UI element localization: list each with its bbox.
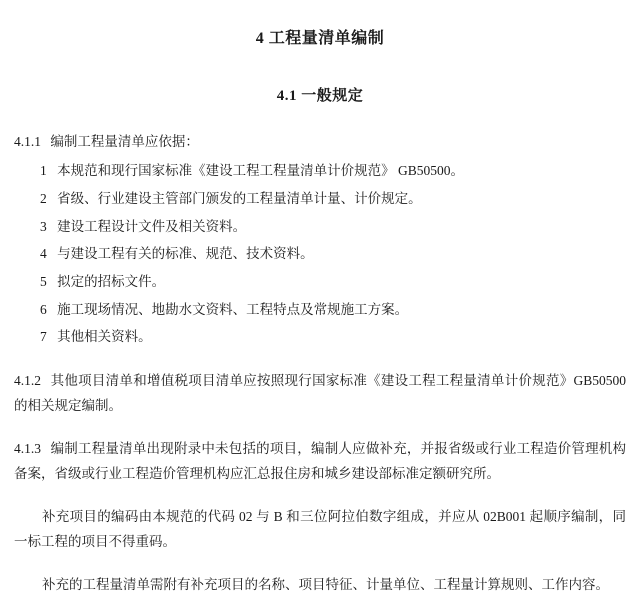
page-title: 4 工程量清单编制 [255,30,385,47]
clause-item-list [14,157,626,351]
list-item-text: 本规范和现行国家标准《建设工程工程量清单计价规范》 GB50500。 [57,163,465,179]
list-item-text: 建设工程设计文件及相关资料。 [57,218,247,234]
clause-4-1-3 [14,437,626,487]
list-item [14,268,626,296]
list-item [14,213,626,241]
clause-number: 4.1.1 [14,133,41,149]
section-title: 4.1 一般规定 [276,87,364,104]
list-item-text: 省级、行业建设主管部门颁发的工程量清单计量、计价规定。 [57,190,422,206]
list-item-text: 施工现场情况、地勘水文资料、工程特点及常规施工方案。 [57,301,409,317]
list-item-text: 其他相关资料。 [57,329,152,345]
clause-number: 4.1.3 [14,440,41,456]
list-item-number: 1 [40,163,47,179]
list-item [14,185,626,213]
clause-text: 编制工程量清单应依据： [50,133,199,149]
list-item [14,296,626,324]
list-item-number: 2 [40,190,47,206]
list-item-number: 5 [40,273,47,289]
list-item [14,157,626,185]
clause-text: 其他项目清单和增值税项目清单应按照现行国家标准《建设工程工程量清单计价规范》GB50500 的相关规定编制。 [14,372,626,413]
list-item-number: 3 [40,218,47,234]
paragraph-supplementary-attachments: 补充的工程量清单需附有补充项目的名称、项目特征、计量单位、工程量计算规则、工作内容。 [42,576,609,592]
list-item-text: 与建设工程有关的标准、规范、技术资料。 [57,246,314,262]
list-item-number: 4 [40,246,47,262]
list-item-number: 7 [40,329,47,345]
clause-4-1-2 [14,369,626,419]
clause-text: 编制工程量清单出现附录中未包括的项目，编制人应做补充，并报省级或行业工程造价管理机构备案，省级或行业工程造价管理机构应汇总报住房和城乡建设部标准定额研究所。 [14,440,627,481]
clause-number: 4.1.2 [14,372,41,388]
paragraph-supplementary-code: 补充项目的编码由本规范的代码 02 与 B 和三位阿拉伯数字组成，并应从 02B001 起顺序编制，同一标工程的项目不得重码。 [14,508,626,549]
list-item [14,323,626,351]
clause-4-1-1 [14,130,626,351]
list-item [14,240,626,268]
list-item-text: 拟定的招标文件。 [57,273,166,289]
clause-line [14,130,626,154]
list-item-number: 6 [40,301,47,317]
